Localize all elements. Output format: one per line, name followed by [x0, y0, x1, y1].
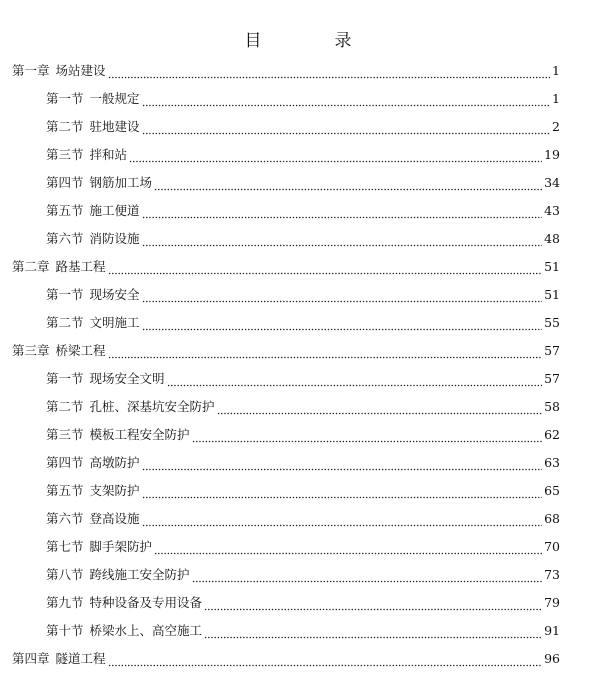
toc-entry-number: 第二章	[12, 259, 50, 274]
toc-page-number: 68	[544, 511, 560, 526]
toc-chapter-entry[interactable]	[0, 645, 596, 673]
toc-entry-number: 第二节	[46, 119, 84, 134]
toc-entry-number: 第四章	[12, 651, 50, 666]
toc-entry-label	[46, 113, 140, 141]
toc-entry-text: 一般规定	[89, 91, 140, 106]
toc-dot-leader	[142, 293, 543, 303]
toc-dot-leader	[192, 433, 543, 443]
toc-entry-label	[46, 281, 140, 309]
toc-entry-number: 第三节	[46, 147, 84, 162]
toc-page-number: 58	[544, 399, 560, 414]
toc-entry-text: 路基工程	[55, 259, 106, 274]
toc-section-entry[interactable]	[0, 197, 596, 225]
toc-entry-label	[46, 449, 140, 477]
toc-entry-text: 跨线施工安全防护	[89, 567, 190, 582]
toc-dot-leader	[204, 601, 542, 611]
toc-entry-number: 第三节	[46, 427, 84, 442]
toc-entry-label	[46, 169, 152, 197]
toc-section-entry[interactable]	[0, 225, 596, 253]
toc-entry-label	[46, 505, 140, 533]
toc-section-entry[interactable]	[0, 141, 596, 169]
toc-entry-text: 登高设施	[89, 511, 140, 526]
toc-entry-text: 文明施工	[89, 315, 140, 330]
toc-dot-leader	[217, 405, 543, 415]
toc-entry-text: 脚手架防护	[89, 539, 153, 554]
toc-page-number: 48	[544, 231, 560, 246]
toc-dot-leader	[142, 209, 543, 219]
toc-section-entry[interactable]	[0, 561, 596, 589]
toc-page-number: 43	[544, 203, 560, 218]
toc-section-entry[interactable]	[0, 309, 596, 337]
toc-chapter-entry[interactable]	[0, 253, 596, 281]
toc-page-number: 51	[544, 259, 560, 274]
toc-entry-number: 第一节	[46, 371, 84, 386]
toc-section-entry[interactable]	[0, 449, 596, 477]
toc-entry-label	[46, 225, 140, 253]
toc-section-entry[interactable]	[0, 589, 596, 617]
toc-page-number: 1	[552, 91, 560, 106]
toc-page-number: 34	[544, 175, 560, 190]
toc-entry-text: 支架防护	[89, 483, 140, 498]
toc-entry-text: 现场安全	[89, 287, 140, 302]
toc-entry-number: 第一章	[12, 63, 50, 78]
toc-dot-leader	[154, 181, 542, 191]
toc-section-entry[interactable]	[0, 365, 596, 393]
toc-entry-number: 第一节	[46, 287, 84, 302]
toc-section-entry[interactable]	[0, 477, 596, 505]
toc-entry-label	[46, 617, 202, 645]
toc-entry-label	[46, 393, 215, 421]
toc-entry-number: 第十节	[46, 623, 84, 638]
toc-dot-leader	[142, 97, 551, 107]
toc-entry-number: 第二节	[46, 315, 84, 330]
toc-entry-label	[46, 533, 152, 561]
toc-dot-leader	[142, 517, 543, 527]
toc-entry-label	[46, 477, 140, 505]
toc-page-number: 57	[544, 343, 560, 358]
toc-page-number: 19	[544, 147, 560, 162]
toc-entry-label	[46, 589, 202, 617]
toc-section-entry[interactable]	[0, 505, 596, 533]
toc-entry-text: 施工便道	[89, 203, 140, 218]
toc-dot-leader	[142, 321, 543, 331]
toc-dot-leader	[142, 489, 543, 499]
toc-entry-text: 桥梁工程	[55, 343, 106, 358]
toc-dot-leader	[108, 657, 543, 667]
toc-page-number: 1	[552, 63, 560, 78]
toc-entry-label	[46, 421, 190, 449]
toc-chapter-entry[interactable]	[0, 337, 596, 365]
toc-section-entry[interactable]	[0, 113, 596, 141]
toc-entry-label	[46, 561, 190, 589]
toc-dot-leader	[142, 125, 551, 135]
toc-entry-text: 驻地建设	[89, 119, 140, 134]
toc-entry-label	[46, 141, 127, 169]
toc-page-number: 62	[544, 427, 560, 442]
toc-entry-text: 拌和站	[89, 147, 128, 162]
toc-dot-leader	[129, 153, 542, 163]
toc-entry-number: 第三章	[12, 343, 50, 358]
toc-page-number: 70	[544, 539, 560, 554]
toc-page-number: 91	[544, 623, 560, 638]
toc-entry-number: 第一节	[46, 91, 84, 106]
toc-entry-number: 第四节	[46, 175, 84, 190]
toc-entry-text: 模板工程安全防护	[89, 427, 190, 442]
toc-dot-leader	[204, 629, 542, 639]
toc-entry-text: 消防设施	[89, 231, 140, 246]
toc-page-number: 51	[544, 287, 560, 302]
toc-section-entry[interactable]	[0, 281, 596, 309]
toc-entry-label	[12, 645, 106, 673]
toc-page-number: 96	[544, 651, 560, 666]
toc-entry-text: 特种设备及专用设备	[89, 595, 203, 610]
toc-entry-number: 第四节	[46, 455, 84, 470]
toc-entry-number: 第八节	[46, 567, 84, 582]
toc-section-entry[interactable]	[0, 169, 596, 197]
toc-section-entry[interactable]	[0, 617, 596, 645]
toc-dot-leader	[142, 461, 543, 471]
toc-page-number: 65	[544, 483, 560, 498]
toc-page-number: 55	[544, 315, 560, 330]
toc-entry-label	[46, 197, 140, 225]
toc-dot-leader	[108, 349, 543, 359]
toc-entry-number: 第二节	[46, 399, 84, 414]
toc-chapter-entry[interactable]	[0, 57, 596, 85]
toc-entry-text: 孔桩、深基坑安全防护	[89, 399, 215, 414]
toc-entry-number: 第五节	[46, 203, 84, 218]
toc-entry-text: 隧道工程	[55, 651, 106, 666]
toc-list	[0, 57, 596, 673]
toc-dot-leader	[108, 265, 543, 275]
toc-page-number: 63	[544, 455, 560, 470]
toc-page-number: 2	[552, 119, 560, 134]
toc-entry-number: 第六节	[46, 231, 84, 246]
toc-entry-number: 第九节	[46, 595, 84, 610]
toc-dot-leader	[154, 545, 542, 555]
toc-entry-number: 第六节	[46, 511, 84, 526]
toc-section-entry[interactable]	[0, 533, 596, 561]
toc-entry-label	[46, 85, 140, 113]
toc-title: 目 录	[244, 31, 380, 51]
toc-entry-label	[12, 57, 106, 85]
toc-dot-leader	[192, 573, 543, 583]
toc-entry-label	[46, 365, 165, 393]
toc-section-entry[interactable]	[0, 393, 596, 421]
toc-entry-number: 第七节	[46, 539, 84, 554]
toc-page-number: 73	[544, 567, 560, 582]
toc-section-entry[interactable]	[0, 85, 596, 113]
toc-page-number: 79	[544, 595, 560, 610]
toc-entry-label	[12, 337, 106, 365]
toc-entry-text: 高墩防护	[89, 455, 140, 470]
toc-dot-leader	[108, 69, 551, 79]
toc-dot-leader	[142, 237, 543, 247]
toc-section-entry[interactable]	[0, 421, 596, 449]
toc-entry-label	[12, 253, 106, 281]
toc-entry-label	[46, 309, 140, 337]
toc-entry-text: 现场安全文明	[89, 371, 165, 386]
toc-entry-text: 场站建设	[55, 63, 106, 78]
toc-entry-number: 第五节	[46, 483, 84, 498]
toc-page-number: 57	[544, 371, 560, 386]
toc-entry-text: 桥梁水上、高空施工	[89, 623, 203, 638]
toc-dot-leader	[167, 377, 543, 387]
toc-entry-text: 钢筋加工场	[89, 175, 153, 190]
